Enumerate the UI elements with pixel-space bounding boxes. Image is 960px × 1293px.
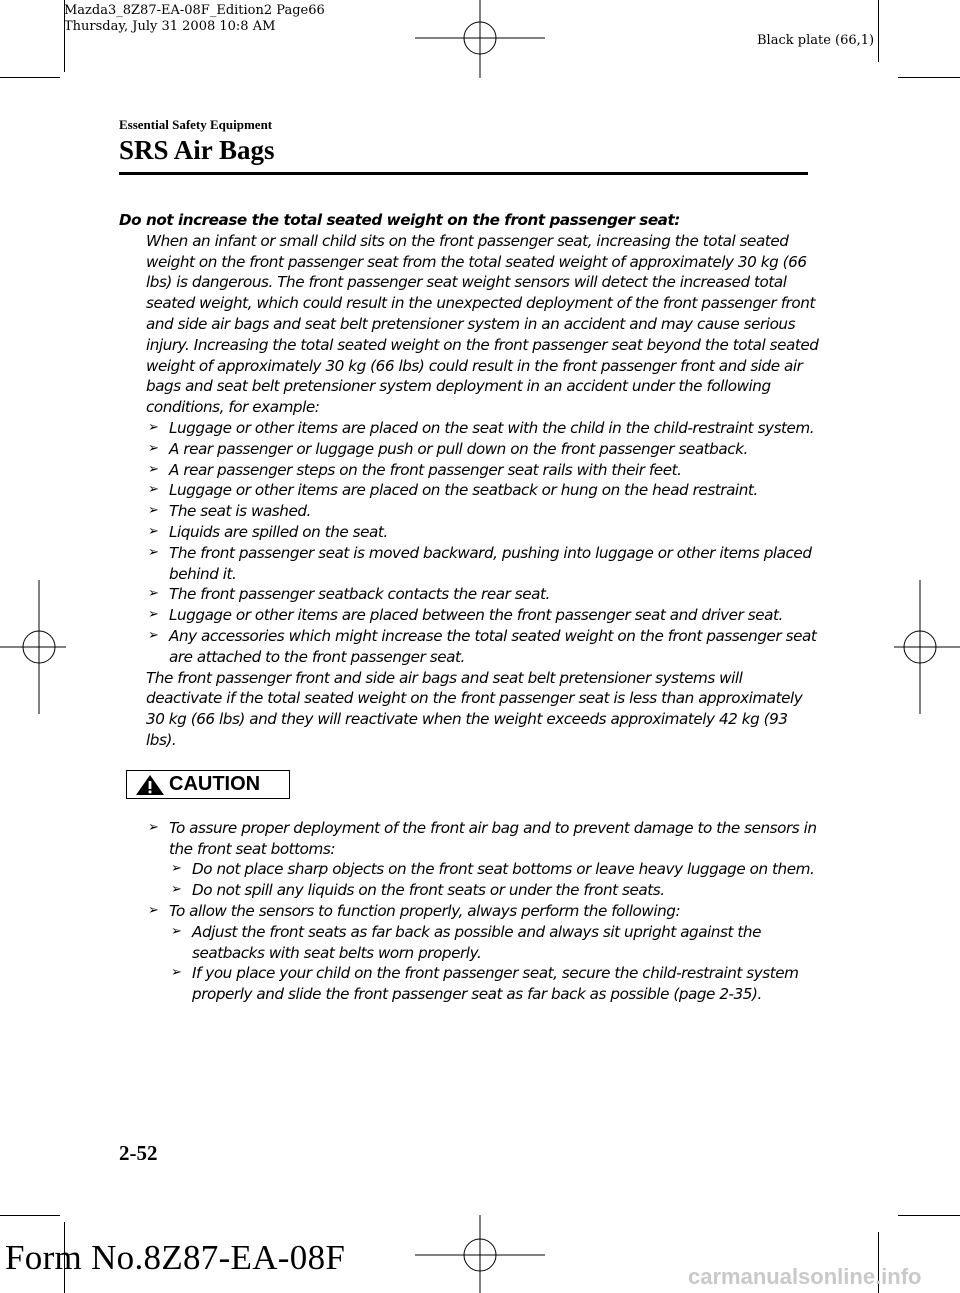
- caution-box: [126, 770, 290, 799]
- caution-item: ➢ To assure proper deployment of the front air bag and to prevent damage to the sensors in the front seat bottoms:: [146, 818, 819, 860]
- crop-mark: [0, 77, 60, 78]
- warning-triangle-icon: [135, 774, 165, 796]
- crop-mark: [878, 0, 879, 62]
- caution-subitem: ➢ If you place your child on the front passenger seat, secure the child-restraint system properly and slide the front passenger seat as far back as possible (page 2-35).: [169, 963, 819, 1005]
- title-rule: [119, 172, 808, 175]
- condition-item: ➢ Luggage or other items are placed on the seatback or hung on the head restraint.: [146, 480, 819, 501]
- condition-item: ➢ A rear passenger steps on the front passenger seat rails with their feet.: [146, 460, 819, 481]
- crop-mark: [898, 77, 960, 78]
- outro-paragraph: The front passenger front and side air bags and seat belt pretensioner systems will deactivate if the total seated weight on the front passenger seat is less than approximately 30 kg (66 lbs) and they will reactivate when the weight exceeds approximately 42 kg (93 lbs).: [146, 668, 803, 749]
- print-file-line: Mazda3_8Z87-EA-08F_Edition2 Page66: [64, 3, 325, 18]
- condition-item: ➢ Luggage or other items are placed on the seat with the child in the child-restraint system.: [146, 418, 819, 439]
- page-title: SRS Air Bags: [119, 135, 275, 165]
- watermark: carmanualsonline.info: [688, 1264, 922, 1289]
- registration-mark-left: [0, 580, 66, 714]
- registration-mark-top: [415, 0, 545, 78]
- condition-item: ➢ The front passenger seat is moved backward, pushing into luggage or other items placed behind it.: [146, 543, 819, 585]
- crop-mark: [898, 1215, 960, 1216]
- form-number: Form No.8Z87-EA-08F: [5, 1238, 346, 1277]
- condition-item: ➢ The front passenger seatback contacts the rear seat.: [146, 584, 819, 605]
- registration-mark-right: [894, 580, 960, 714]
- caution-item: ➢ To allow the sensors to function properly, always perform the following:: [146, 901, 819, 922]
- crop-mark: [0, 1215, 60, 1216]
- caution-subitem: ➢ Do not spill any liquids on the front seats or under the front seats.: [169, 880, 819, 901]
- condition-item: ➢ Liquids are spilled on the seat.: [146, 522, 819, 543]
- section-label: Essential Safety Equipment: [119, 117, 273, 132]
- registration-mark-bottom: [415, 1215, 545, 1293]
- print-date-line: Thursday, July 31 2008 10:8 AM: [64, 19, 276, 34]
- caution-label: CAUTION: [169, 772, 261, 795]
- body-text: [119, 210, 819, 1005]
- intro-paragraph: When an infant or small child sits on the front passenger seat, increasing the total seated weight on the front passenger seat from the total seated weight of approximately 30 kg (66 lbs) is dangerous. The front passenger seat weight sensors will detect the increased total seated weight, which could result in the unexpected deployment of the front passenger front and side air bags and seat belt pretensioner system in an accident and may cause serious injury. Increasing the total seated weight on the front passenger seat beyond the total seated weight of approximately 30 kg (66 lbs) could result in the front passenger front and side air bags and seat belt pretensioner system deployment in an accident under the following conditions, for example:: [146, 231, 819, 417]
- page-number: 2-52: [119, 1141, 158, 1165]
- lead-heading: Do not increase the total seated weight on the front passenger seat:: [119, 211, 680, 229]
- black-plate-label: Black plate (66,1): [757, 33, 875, 48]
- condition-item: ➢ The seat is washed.: [146, 501, 819, 522]
- condition-item: ➢ Luggage or other items are placed between the front passenger seat and driver seat.: [146, 605, 819, 626]
- condition-item: ➢ A rear passenger or luggage push or pull down on the front passenger seatback.: [146, 439, 819, 460]
- caution-subitem: ➢ Do not place sharp objects on the front seat bottoms or leave heavy luggage on them.: [169, 859, 819, 880]
- condition-item: ➢ Any accessories which might increase the total seated weight on the front passenger seat are attached to the front passenger seat.: [146, 626, 819, 668]
- caution-subitem: ➢ Adjust the front seats as far back as possible and always sit upright against the seatbacks with seat belts worn properly.: [169, 922, 819, 964]
